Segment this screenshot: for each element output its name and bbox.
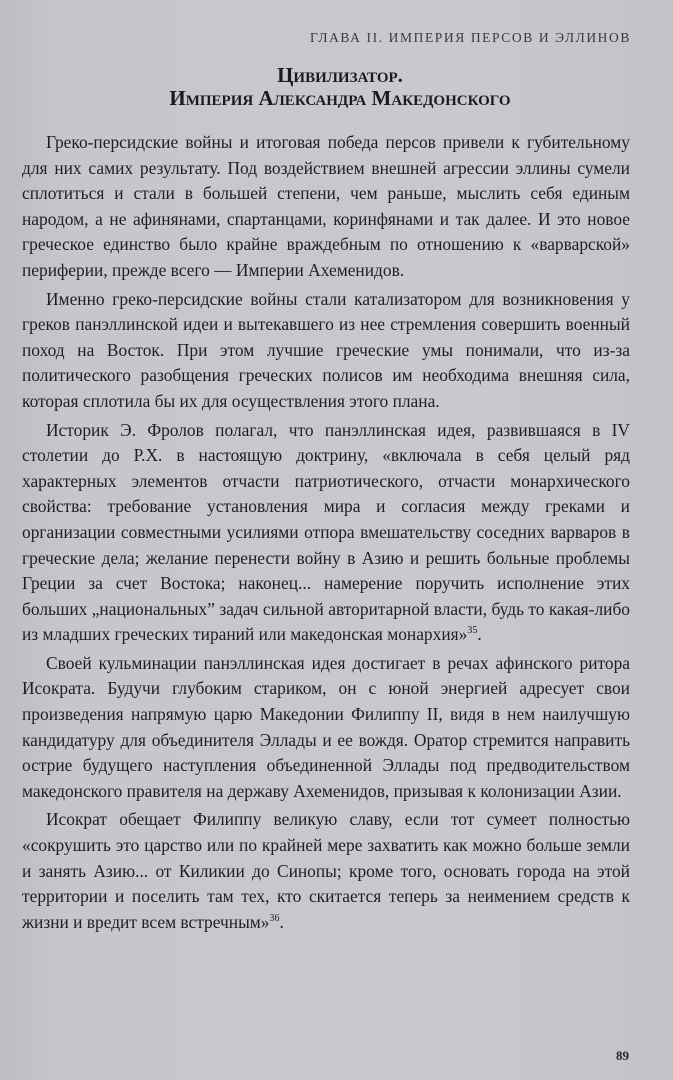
chapter-title-line-1: Цивилизатор. [277,63,403,87]
paragraph-2 [22,287,630,415]
paragraph-4 [22,651,630,805]
paragraph-3 [22,418,630,648]
running-head: ГЛАВА II. ИМПЕРИЯ ПЕРСОВ И ЭЛЛИНОВ [309,30,631,45]
paragraph-5 [22,807,630,935]
paragraph-text: Историк Э. Фролов полагал, что панэллинская идея, развившаяся в IV столетии до Р.Х. в настоящую доктрину, «включала в себя целый ряд характерных элементов отчасти патриотического, отчасти монархического свойства: требование установления мира и согласия между греками и организации совместными усилиями отпора вмешательству соседних варваров в греческие дела; желание перенести войну в Азию и решить больные проблемы Греции за счет Востока; наконец... намерение поручить исполнение этих больших „национальных” задач сильной авторитарной власти, будь то какая-либо из младших греческих тираний или македонская монархия» [22,419,630,645]
paragraph-1 [22,130,630,284]
footnote-marker-36: 36 [269,913,280,925]
paragraph-text: Греко-персидские войны и итоговая победа персов привели к губительному для них самих результату. Под воздействием внешней агрессии эллины сумели сплотиться и стали в большей степени, чем раньше, мыслить себя единым народом, а не афинянами, спартанцами, коринфянами и так далее. И это новое греческое единство было крайне враждебным по отношению к «варварской» периферии, прежде всего — Империи Ахеменидов. [22,132,630,280]
chapter-title [40,64,640,110]
chapter-title-line-2: Империя Александра Македонского [169,86,511,110]
paragraph-text: Своей кульминации панэллинская идея достигает в речах афинского ритора Исократа. Будучи глубоким стариком, он с юной энергией адресует свои произведения напрямую царю Македонии Филиппу II, видя в нем наилучшую кандидатуру для объединителя Эллады и ее вождя. Оратор стремится направить острие будущего наступления объединенной Эллады под предводительством македонского правителя на державу Ахеменидов, призывая к колонизации Азии. [22,652,630,801]
page-number: 89 [616,1048,629,1063]
paragraph-end-punct: . [477,624,482,645]
body-text [22,130,630,938]
footnote-marker-35: 35 [467,625,478,637]
paragraph-end-punct: . [279,911,284,932]
paragraph-text: Исократ обещает Филиппу великую славу, если тот сумеет полностью «сокрушить это царство или по крайней мере захватить как можно больше земли и занять Азию... от Киликии до Синопы; кроме того, основать города на этой территории и поселить там тех, кто скитается теперь за неимением средств к жизни и вредит всем встречным» [22,809,630,932]
paragraph-text: Именно греко-персидские войны стали катализатором для возникновения у греков панэллинской идеи и вытекавшего из нее стремления совершить военный поход на Восток. При этом лучшие греческие умы понимали, что из-за политического разобщения греческих полисов им необходима внешняя сила, которая сплотила бы их для осуществления этого плана. [22,288,630,411]
